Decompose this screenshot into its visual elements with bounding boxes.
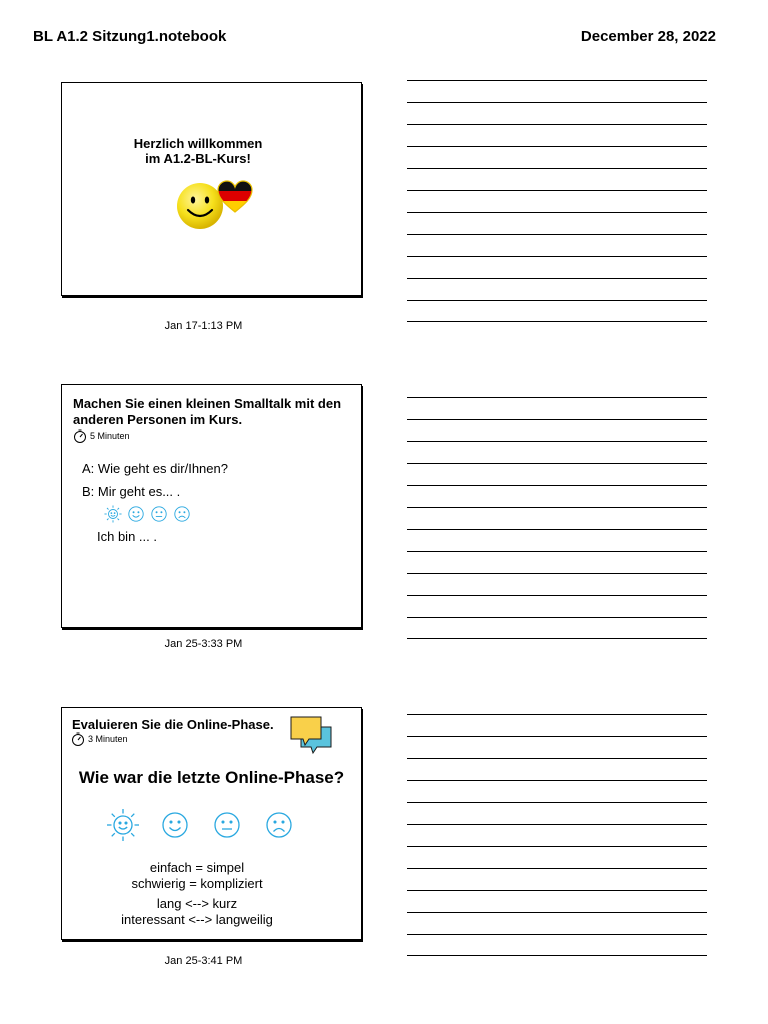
sun-icon bbox=[106, 808, 140, 842]
slide-2-timer bbox=[73, 429, 130, 443]
note-line bbox=[407, 846, 707, 847]
slide-3-mood-icons bbox=[106, 808, 296, 842]
sun-icon bbox=[104, 505, 122, 523]
smile-icon bbox=[127, 505, 145, 523]
notebook-date: December 28, 2022 bbox=[580, 28, 716, 45]
note-line bbox=[407, 617, 707, 618]
note-line bbox=[407, 529, 707, 530]
note-line bbox=[407, 890, 707, 891]
slide-2-timestamp: Jan 25-3:33 PM bbox=[164, 638, 243, 650]
note-line bbox=[407, 934, 707, 935]
note-line bbox=[407, 551, 707, 552]
slide-3-timestamp: Jan 25-3:41 PM bbox=[164, 955, 243, 967]
smile-icon bbox=[158, 808, 192, 842]
note-line bbox=[407, 714, 707, 715]
slide-1[interactable] bbox=[61, 82, 362, 296]
note-line bbox=[407, 824, 707, 825]
note-line bbox=[407, 397, 707, 398]
note-line bbox=[407, 300, 707, 301]
sad-face-icon bbox=[173, 505, 191, 523]
slide-1-title bbox=[62, 136, 334, 166]
note-line bbox=[407, 256, 707, 257]
note-line bbox=[407, 736, 707, 737]
note-line bbox=[407, 146, 707, 147]
note-line bbox=[407, 955, 707, 956]
neutral-face-icon bbox=[150, 505, 168, 523]
vocab-line: schwierig = kompliziert bbox=[131, 876, 263, 891]
note-line bbox=[407, 168, 707, 169]
vocab-line: lang <--> kurz bbox=[156, 896, 238, 911]
chat-bubbles-icon bbox=[289, 715, 333, 755]
slide-1-timestamp: Jan 17-1:13 PM bbox=[164, 320, 243, 332]
note-line bbox=[407, 802, 707, 803]
note-line bbox=[407, 80, 707, 81]
slide-2[interactable] bbox=[61, 384, 362, 628]
note-line bbox=[407, 595, 707, 596]
note-line bbox=[407, 912, 707, 913]
note-line bbox=[407, 321, 707, 322]
note-line bbox=[407, 419, 707, 420]
note-line bbox=[407, 102, 707, 103]
german-flag-heart-icon bbox=[217, 180, 253, 214]
stopwatch-icon bbox=[73, 429, 87, 443]
neutral-face-icon bbox=[210, 808, 244, 842]
slide-1-title-line-1: Herzlich willkommen bbox=[133, 136, 263, 151]
dialogue-line-a: A: Wie geht es dir/Ihnen? bbox=[82, 461, 228, 476]
note-line bbox=[407, 234, 707, 235]
stopwatch-icon bbox=[71, 732, 85, 746]
slide-2-title: Machen Sie einen kleinen Smalltalk mit den anderen Personen im Kurs. bbox=[73, 396, 342, 427]
slide-3-title: Evaluieren Sie die Online-Phase. bbox=[72, 717, 274, 732]
note-line bbox=[407, 212, 707, 213]
note-line bbox=[407, 441, 707, 442]
slide-3-timer-label: 3 Minuten bbox=[88, 734, 128, 744]
note-line bbox=[407, 573, 707, 574]
slide-2-timer-label: 5 Minuten bbox=[90, 431, 130, 441]
vocab-line: interessant <--> langweilig bbox=[121, 912, 273, 927]
note-line bbox=[407, 124, 707, 125]
slide-3-timer bbox=[71, 732, 128, 746]
note-line bbox=[407, 278, 707, 279]
note-line bbox=[407, 638, 707, 639]
slide-2-mood-icons bbox=[104, 505, 191, 523]
dialogue-line-b: B: Mir geht es... . bbox=[82, 484, 181, 499]
dialogue-line-c: Ich bin ... . bbox=[97, 529, 157, 544]
sad-face-icon bbox=[262, 808, 296, 842]
vocab-line: einfach = simpel bbox=[149, 860, 245, 875]
slide-1-title-line-2: im A1.2-BL-Kurs! bbox=[145, 151, 251, 166]
slide-3-question: Wie war die letzte Online-Phase? bbox=[78, 768, 345, 787]
note-line bbox=[407, 190, 707, 191]
slide-3[interactable] bbox=[61, 707, 362, 940]
note-line bbox=[407, 507, 707, 508]
note-line bbox=[407, 463, 707, 464]
notebook-filename: BL A1.2 Sitzung1.notebook bbox=[33, 28, 227, 45]
note-line bbox=[407, 780, 707, 781]
note-line bbox=[407, 485, 707, 486]
note-line bbox=[407, 868, 707, 869]
note-line bbox=[407, 758, 707, 759]
slide-3-vocabulary bbox=[62, 860, 332, 928]
